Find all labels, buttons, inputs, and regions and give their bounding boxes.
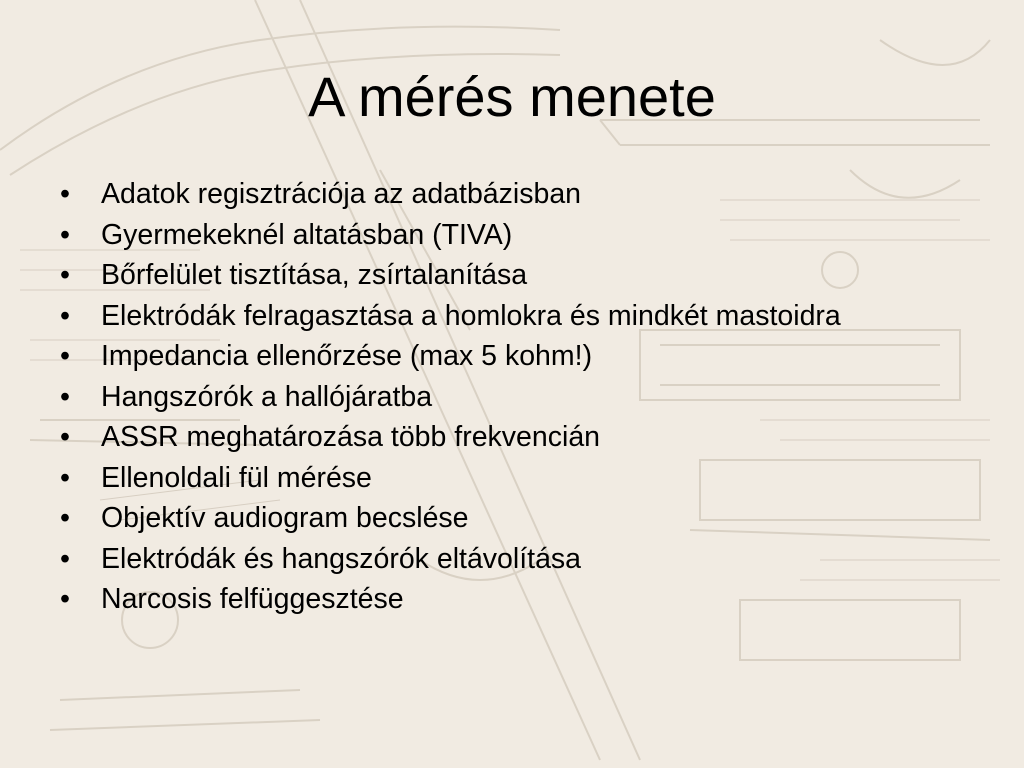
- list-item-text: Narcosis felfüggesztése: [101, 583, 404, 615]
- list-item-text: Bőrfelület tisztítása, zsírtalanítása: [101, 259, 528, 291]
- bullet-icon: •: [60, 461, 70, 494]
- list-item-text: Elektródák és hangszórók eltávolítása: [101, 542, 582, 575]
- list-item: [60, 583, 960, 615]
- list-item: [60, 543, 960, 575]
- bullet-icon: •: [60, 299, 70, 332]
- bullet-icon: •: [60, 583, 70, 615]
- bullet-icon: •: [60, 218, 70, 251]
- bullet-icon: •: [60, 421, 70, 453]
- list-item-text: Gyermekeknél altatásban (TIVA): [101, 218, 513, 251]
- bullet-icon: •: [60, 542, 70, 575]
- bullet-list: [60, 178, 960, 624]
- list-item: [60, 462, 960, 494]
- list-item: [60, 178, 960, 210]
- bullet-icon: •: [60, 178, 70, 210]
- slide-title: A mérés menete: [308, 65, 716, 128]
- bullet-icon: •: [60, 380, 70, 413]
- list-item-text: Ellenoldali fül mérése: [101, 461, 372, 494]
- list-item-text: ASSR meghatározása több frekvencián: [101, 421, 601, 453]
- list-item: [60, 340, 960, 372]
- list-item: [60, 219, 960, 251]
- list-item: [60, 300, 960, 332]
- bullet-icon: •: [60, 259, 70, 291]
- bullet-icon: •: [60, 502, 70, 534]
- list-item: [60, 502, 960, 534]
- list-item: [60, 421, 960, 453]
- list-item-text: Hangszórók a hallójáratba: [101, 380, 433, 413]
- list-item: [60, 259, 960, 291]
- list-item-text: Adatok regisztrációja az adatbázisban: [101, 178, 582, 210]
- list-item: [60, 381, 960, 413]
- list-item-text: Impedancia ellenőrzése (max 5 kohm!): [101, 340, 593, 372]
- list-item-text: Elektródák felragasztása a homlokra és mindkét mastoidra: [101, 299, 841, 332]
- list-item-text: Objektív audiogram becslése: [101, 502, 469, 534]
- bullet-icon: •: [60, 340, 70, 372]
